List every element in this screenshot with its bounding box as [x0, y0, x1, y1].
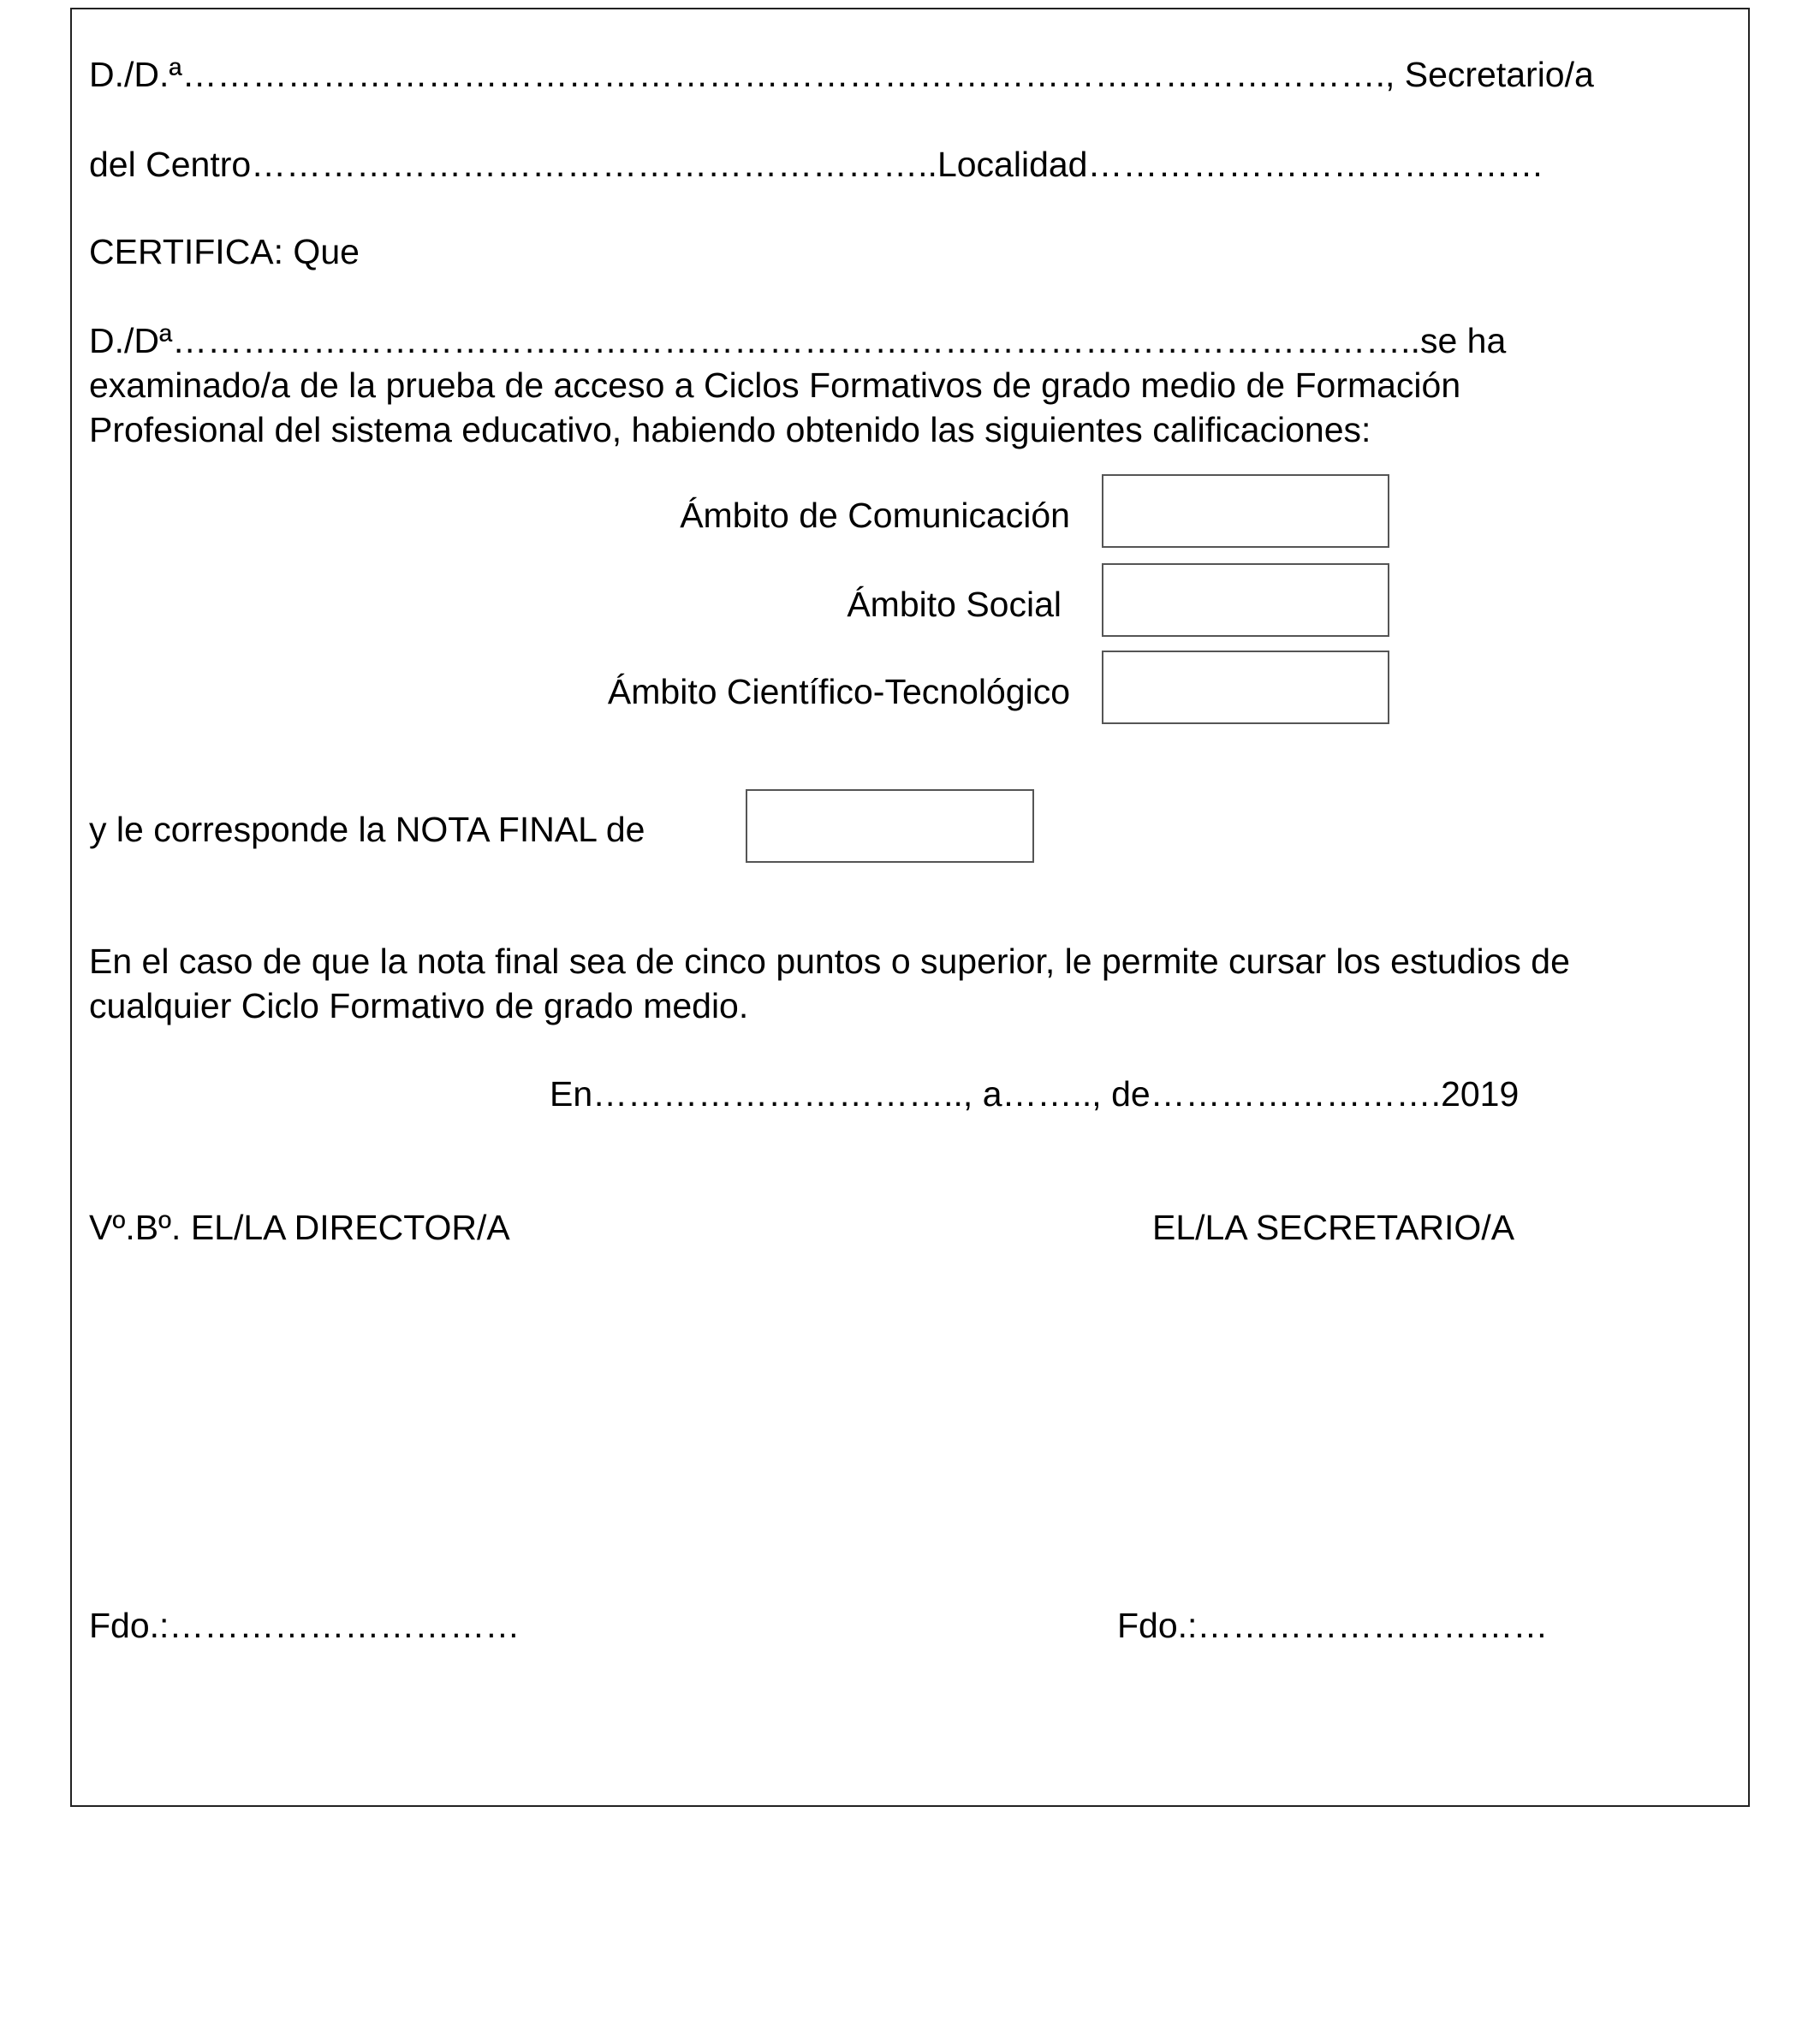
secretary-signature-line: Fdo.:…………………………	[1117, 1606, 1549, 1645]
grade-label-social: Ámbito Social	[847, 585, 1062, 624]
certifica-label: CERTIFICA: Que	[89, 232, 360, 271]
grade-input-cientifico[interactable]	[1102, 651, 1389, 724]
note-line-2: cualquier Ciclo Formativo de grado medio.	[89, 986, 749, 1025]
secretary-name-line: D./D.ª…………………………………………………………………………………………., Secretario/a	[89, 55, 1594, 94]
final-grade-input[interactable]	[746, 789, 1034, 863]
final-grade-label: y le corresponde la NOTA FINAL de	[89, 810, 645, 849]
place-date-line: En………………………….., a…….., de…………………….2019	[550, 1074, 1520, 1114]
director-signature-line: Fdo.:…………………………	[89, 1606, 520, 1645]
note-line-1: En el caso de que la nota final sea de cinco puntos o superior, le permite cursar los estudios de	[89, 942, 1570, 981]
grade-label-cientifico: Ámbito Científico-Tecnológico	[607, 672, 1070, 711]
certificate-form-frame	[70, 8, 1750, 1807]
secretary-title: EL/LA SECRETARIO/A	[1152, 1208, 1515, 1247]
grade-input-comunicacion[interactable]	[1102, 474, 1389, 548]
grade-label-comunicacion: Ámbito de Comunicación	[680, 496, 1070, 535]
director-title: Vº.Bº. EL/LA DIRECTOR/A	[89, 1208, 510, 1247]
student-name-line: D./Dª……………………………………………………………………………………………..se ha	[89, 321, 1507, 360]
certifica-body-line-1: examinado/a de la prueba de acceso a Ciclos Formativos de grado medio de Formación	[89, 365, 1461, 405]
certifica-body-line-2: Profesional del sistema educativo, habiendo obtenido las siguientes calificaciones:	[89, 410, 1371, 449]
center-locality-line: del Centro…………………………………………………..Localidad…………………………………	[89, 145, 1544, 184]
grade-input-social[interactable]	[1102, 563, 1389, 637]
